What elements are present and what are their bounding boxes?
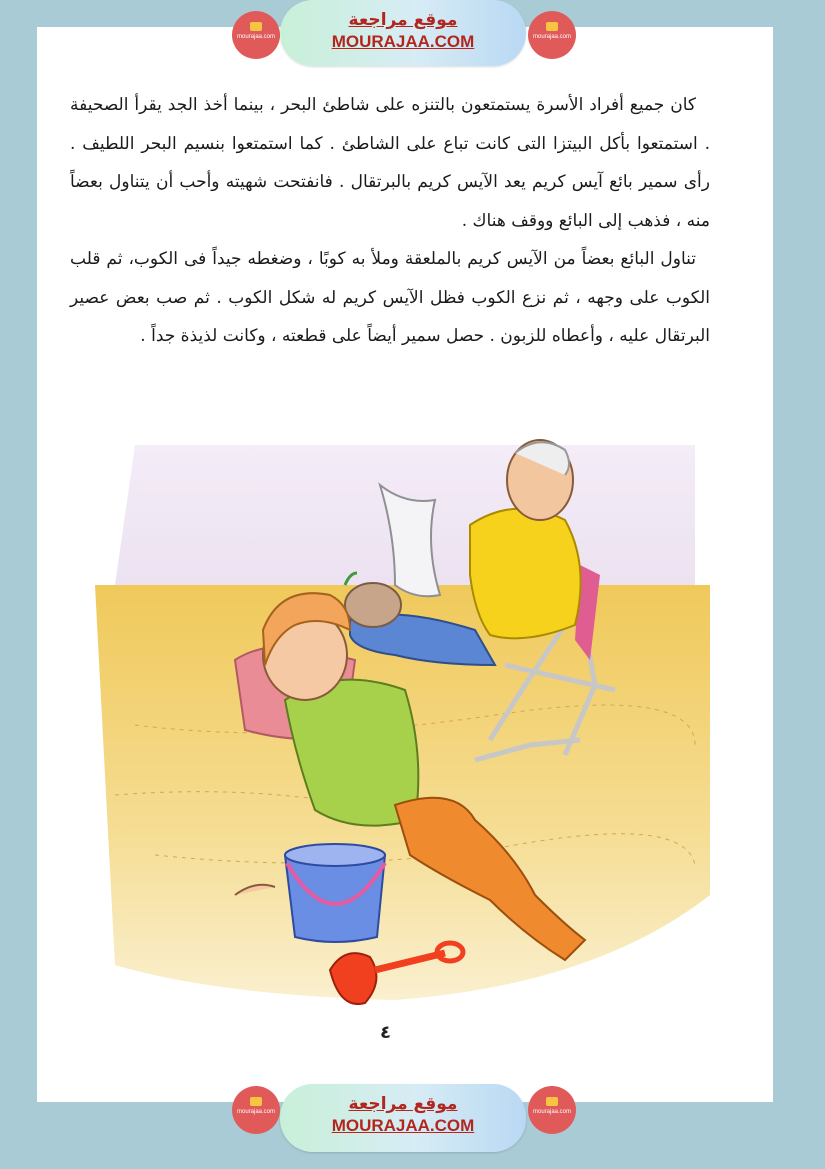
logo-icon: [546, 22, 558, 31]
banner-latin-link[interactable]: MOURAJAA.COM: [331, 32, 475, 51]
site-logo-badge-right-bottom: [528, 1086, 576, 1134]
banner-latin-link-bottom[interactable]: MOURAJAA.COM: [331, 1116, 475, 1135]
story-text: [70, 86, 710, 356]
banner-arabic-link-bottom[interactable]: موقع مراجعة: [348, 1094, 458, 1114]
badge-site-text: mourajaa.com: [532, 1109, 571, 1115]
site-logo-badge-left: [232, 11, 280, 59]
page-number: ٤: [380, 1022, 391, 1043]
badge-site-text: mourajaa.com: [236, 34, 275, 40]
blue-bucket: [285, 844, 385, 942]
badge-site-text: mourajaa.com: [236, 1109, 275, 1115]
logo-icon: [546, 1097, 558, 1106]
story-paragraph-1: كان جميع أفراد الأسرة يستمتعون بالتنزه على شاطئ البحر ، بينما أخذ الجد يقرأ الصحيفة . استمتعوا بأكل البيتزا التى كانت تباع على الشاطئ . كما استمتعوا بنسيم البحر اللطيف . رأى سمير بائع آيس كريم يعد الآيس كريم بالبرتقال . فانفتحت شهيته وأحب أن يتناول بعضاً منه ، فذهب إلى البائع ووقف هناك .: [70, 95, 710, 231]
logo-icon: [250, 22, 262, 31]
story-paragraph-2: تناول البائع بعضاً من الآيس كريم بالملعقة وملأ به كوبًا ، وضغطه جيداً فى الكوب، ثم قلب الكوب على وجهه ، ثم نزع الكوب فظل الآيس كريم له شكل الكوب . ثم صب بعض عصير البرتقال عليه ، وأعطاه للزبون . حصل سمير أيضاً على قطعته ، وكانت لذيذة جداً .: [70, 249, 710, 346]
beach-illustration: [95, 425, 710, 1005]
banner-arabic-link[interactable]: موقع مراجعة: [348, 10, 458, 30]
site-logo-badge-left-bottom: [232, 1086, 280, 1134]
badge-site-text: mourajaa.com: [532, 34, 571, 40]
site-logo-badge-right: [528, 11, 576, 59]
logo-icon: [250, 1097, 262, 1106]
site-banner-bottom[interactable]: [280, 1084, 526, 1152]
site-banner-top[interactable]: [280, 0, 526, 66]
